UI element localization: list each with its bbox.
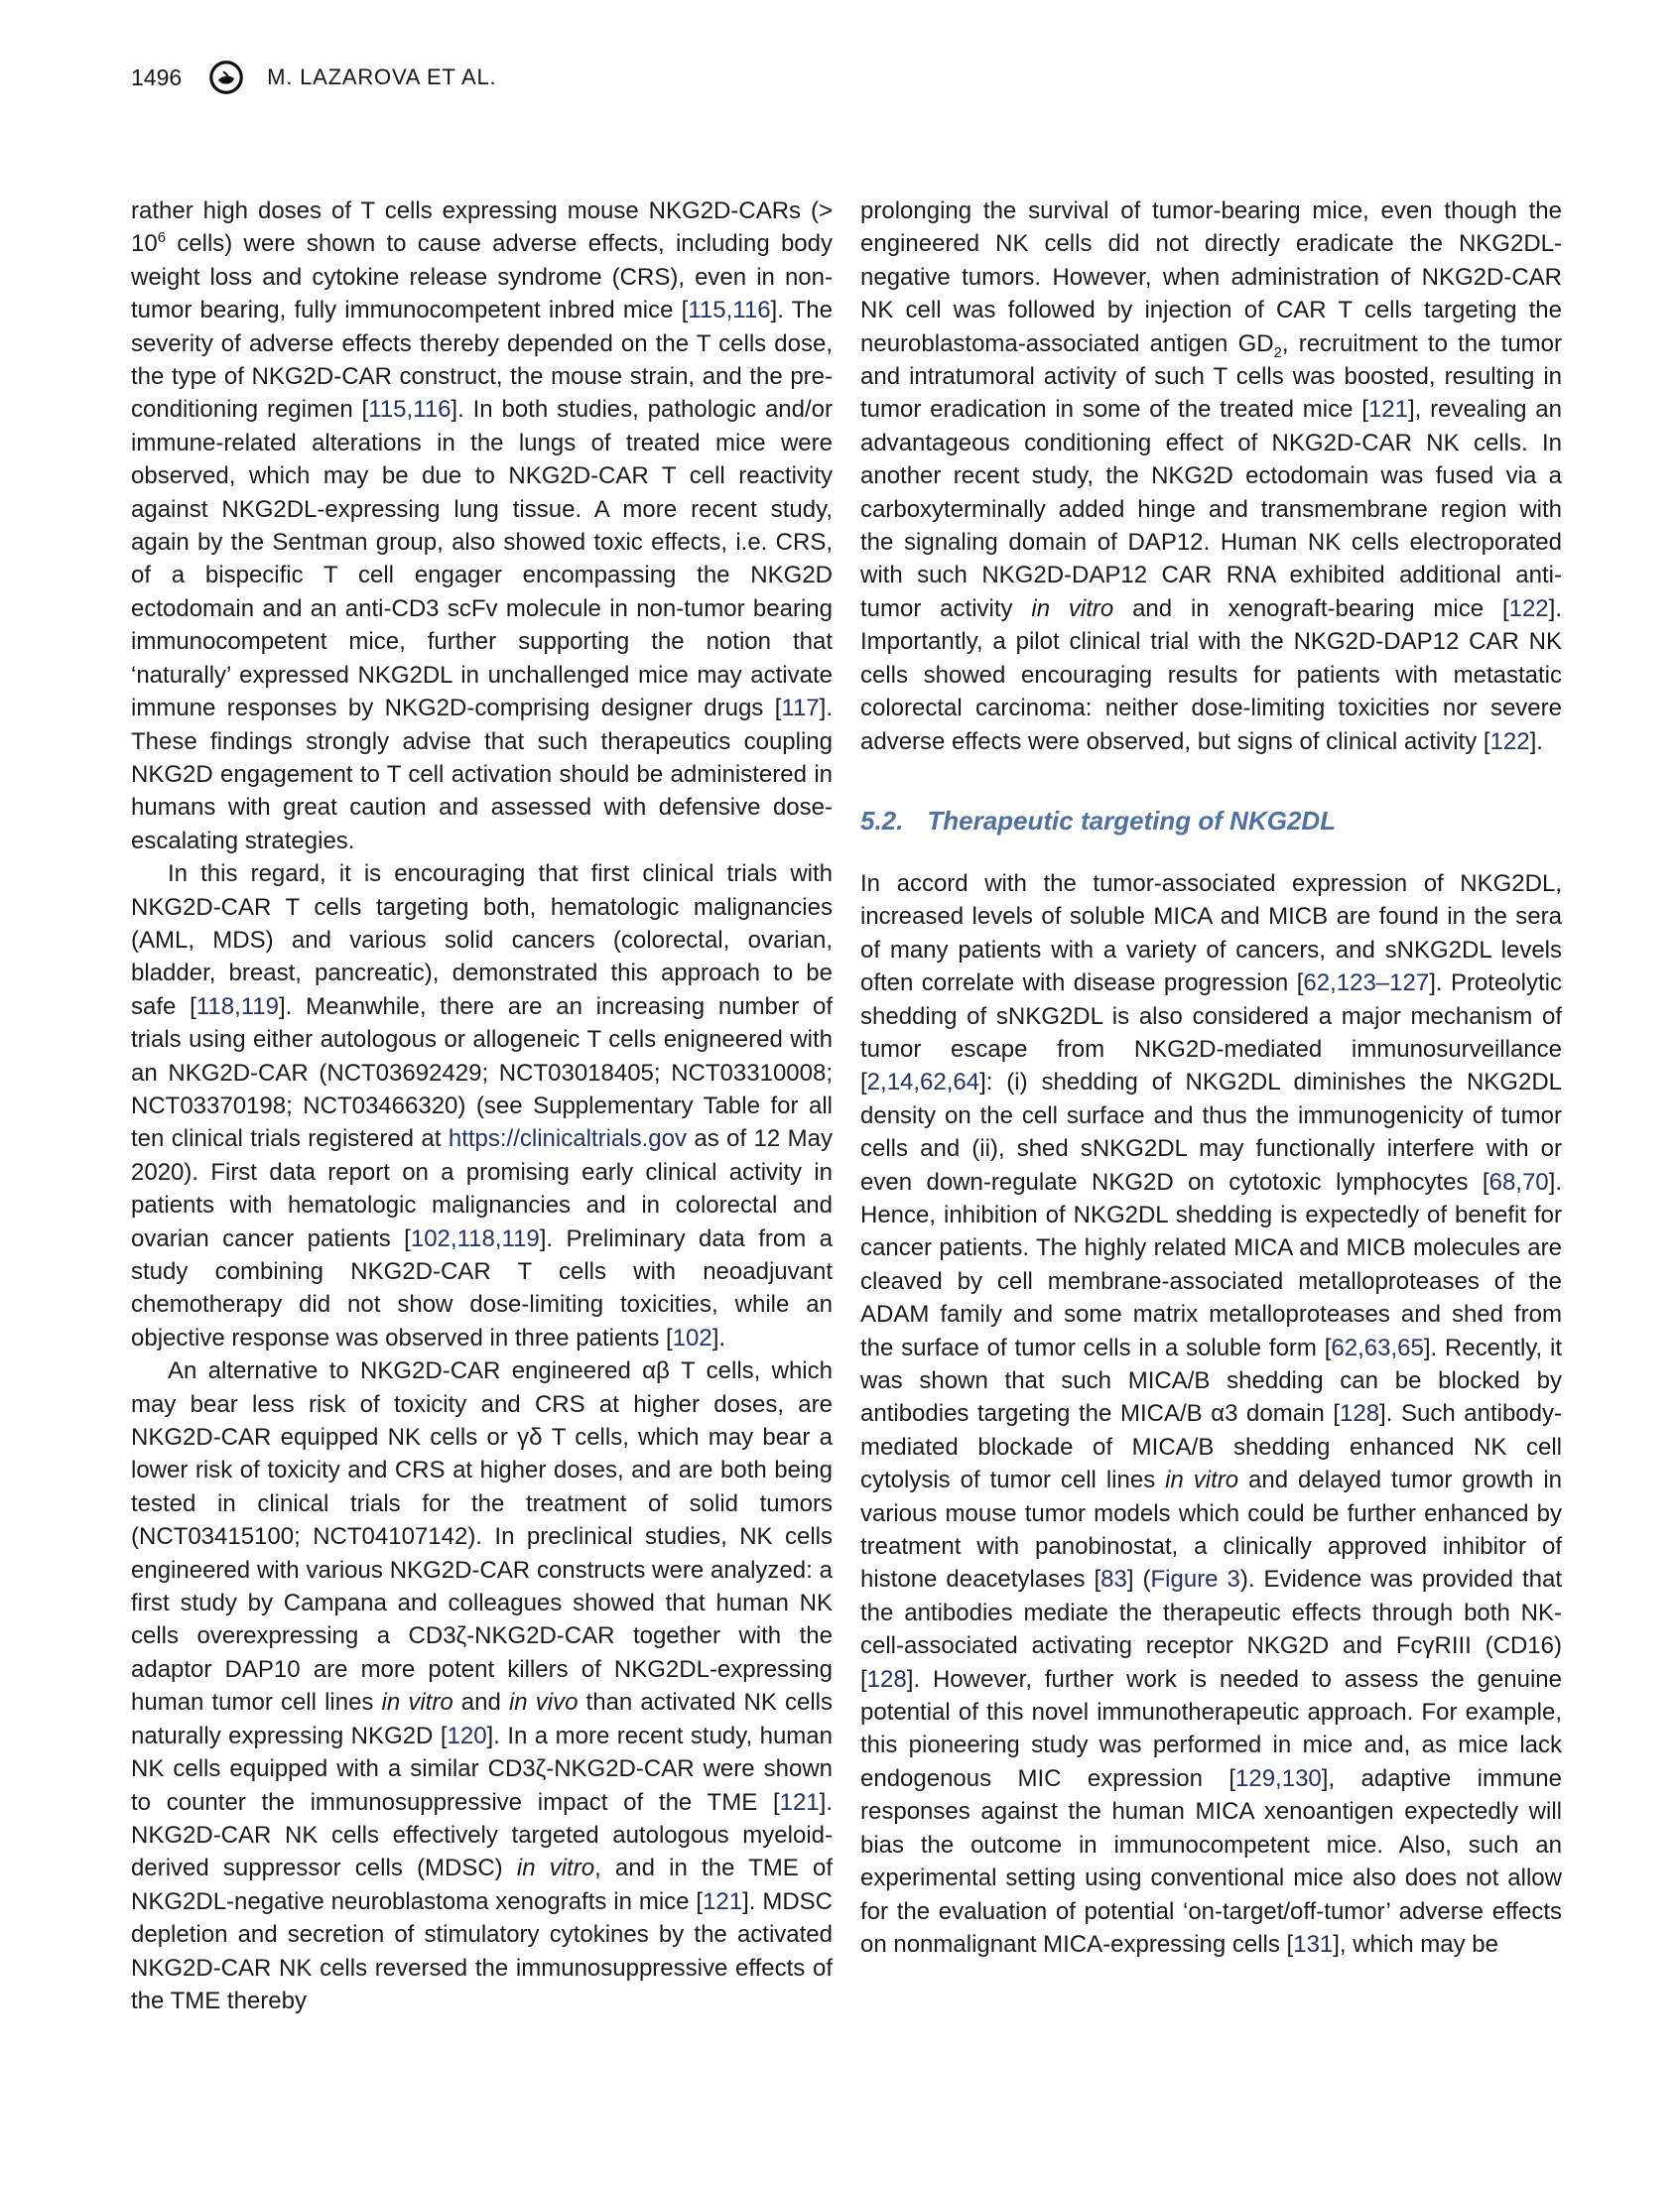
citation-link[interactable]: 102 xyxy=(672,1324,712,1351)
citation-link[interactable]: 128 xyxy=(866,1665,907,1693)
citation-link[interactable]: 128 xyxy=(1340,1400,1380,1428)
citation-link[interactable]: https://clinicaltrials.gov xyxy=(448,1125,687,1153)
citation-link[interactable]: 2,14,62,64 xyxy=(866,1069,980,1096)
paragraph: In accord with the tumor-associated expression of NKG2DL, increased levels of soluble MICA and MICB are found in the sera of many patients with a variety of cancers, and sNKG2DL levels often correlate with disease progression [62,123–127]. Proteolytic shedding of sNKG2DL is also considered a major mechanism of tumor escape from NKG2D-mediated immunosurveillance [2,14,62,64]: (i) shedding of NKG2DL diminishes the NKG2DL density on the cell surface and thus the immunogenicity of tumor cells and (ii), shed sNKG2DL may functionally interfere with or even down-regulate NKG2D on cytotoxic lymphocytes [68,70]. Hence, inhibition of NKG2DL shedding is expectedly of benefit for cancer patients. The highly related MICA and MICB molecules are cleaved by cell membrane-associated metalloproteases of the ADAM family and some matrix metalloproteases and shed from the surface of tumor cells in a soluble form [62,63,65]. Recently, it was shown that such MICA/B shedding can be blocked by antibodies targeting the MICA/B α3 domain [128]. Such antibody-mediated blockade of MICA/B shedding enhanced NK cell cytolysis of tumor cell lines in vitro and delayed tumor growth in various mouse tumor models which could be further enhanced by treatment with panobinostat, a clinically approved inhibitor of histone deacetylases [83] (Figure 3). Evidence was provided that the antibodies mediate the therapeutic effects through both NK-cell-associated activating receptor NKG2D and FcγRIII (CD16) [128]. However, further work is needed to assess the genuine potential of this novel immunotherapeutic approach. For example, this pioneering study was performed in mice and, as mice lack endogenous MIC expression [129,130], adaptive immune responses against the human MICA xenoantigen expectedly will bias the outcome in immunocompetent mice. Also, such an experimental setting using conventional mice also does not allow for the evaluation of potential ‘on-target/off-tumor’ adverse effects on nonmalignant MICA-expressing cells [131], which may be xyxy=(860,869,1563,1958)
italic-text: in vivo xyxy=(508,1689,579,1717)
italic-text: in vitro xyxy=(516,1855,595,1882)
page-number: 1496 xyxy=(131,64,183,90)
right-column-bottom xyxy=(860,867,1562,1961)
citation-link[interactable]: 115,116 xyxy=(688,297,771,324)
subscript: 2 xyxy=(1273,344,1282,361)
italic-text: in vitro xyxy=(1031,594,1114,622)
citation-link[interactable]: 62,123–127 xyxy=(1303,969,1430,997)
paragraph: prolonging the survival of tumor-bearing mice, even though the engineered NK cells did not directly eradicate the NKG2DL-negative tumors. However, when administration of NKG2D-CAR NK cell was followed by injection of CAR T cells targeting the neuroblastoma-associated antigen $GD_2$, recruitment to the tumor and intratumoral activity of such T cells was boosted, resulting in tumor eradication in some of the treated mice [121], revealing an advantageous conditioning effect of NKG2D-CAR NK cells. In another recent study, the NKG2D ectodomain was fused via a carboxyterminally added hinge and transmembrane region with the signaling domain of DAP12. Human NK cells electroporated with such NKG2D-DAP12 CAR RNA exhibited additional anti-tumor activity in vitro and in xenograft-bearing mice [122]. Importantly, a pilot clinical trial with the NKG2D-DAP12 CAR NK cells showed encouraging results for patients with metastatic colorectal carcinoma: neither dose-limiting toxicities nor severe adverse effects were observed, but signs of clinical activity [122]. xyxy=(860,197,1563,755)
section-title: Therapeutic targeting of NKG2DL xyxy=(927,805,1337,836)
citation-link[interactable]: 68,70 xyxy=(1488,1168,1549,1196)
citation-link[interactable]: 62,63,65 xyxy=(1331,1334,1424,1361)
citation-link[interactable]: 122 xyxy=(1489,727,1530,755)
citation-link[interactable]: 121 xyxy=(1367,396,1408,424)
italic-text: in vitro xyxy=(1165,1467,1239,1494)
paragraph: In this regard, it is encouraging that first clinical trials with NKG2D-CAR T cells targeting both, hematologic malignancies (AML, MDS) and various solid cancers (colorectal, ovarian, bladder, breast, pancreatic), demonstrated this approach to be safe [118,119]. Meanwhile, there are an increasing number of trials using either autologous or allogeneic T cells enigneered with an NKG2D-CAR (NCT03692429; NCT03018405; NCT03310008; NCT03370198; NCT03466320) (see Supplementary Table for all ten clinical trials registered at https://clinicaltrials.gov as of 12 May 2020). First data report on a promising early clinical activity in patients with hematologic malignancies and in colorectal and ovarian cancer patients [102,118,119]. Preliminary data from a study combining NKG2D-CAR T cells with neoadjuvant chemotherapy did not show dose-limiting toxicities, while an objective response was observed in three patients [102]. xyxy=(131,860,834,1351)
citation-link[interactable]: 121 xyxy=(703,1887,743,1915)
citation-link[interactable]: Figure 3 xyxy=(1150,1566,1240,1594)
citation-link[interactable]: 118,119 xyxy=(195,992,280,1020)
section-number: 5.2. xyxy=(860,805,904,836)
publisher-logo-icon xyxy=(207,59,245,96)
citation-link[interactable]: 83 xyxy=(1100,1566,1127,1594)
paragraph: rather high doses of T cells expressing mouse NKG2D-CARs (> $10^6$ cells) were shown to cause adverse effects, including body weight loss and cytokine release syndrome (CRS), even in non-tumor bearing, fully immunocompetent inbred mice [115,116]. The severity of adverse effects thereby depended on the T cells dose, the type of NKG2D-CAR construct, the mouse strain, and the pre-conditioning regimen [115,116]. In both studies, pathologic and/or immune-related alterations in the lungs of treated mice were observed, which may be due to NKG2D-CAR T cell reactivity against NKG2DL-expressing lung tissue. A more recent study, again by the Sentman group, also showed toxic effects, i.e. CRS, of a bispecific T cell engager encompassing the NKG2D ectodomain and an anti-CD3 scFv molecule in non-tumor bearing immunocompetent mice, further supporting the notion that ‘naturally’ expressed NKG2DL in unchallenged mice may activate immune responses by NKG2D-comprising designer drugs [117]. These findings strongly advise that such therapeutics coupling NKG2D engagement to T cell activation should be administered in humans with great caution and assessed with defensive dose-escalating strategies. xyxy=(131,197,833,854)
article-page xyxy=(131,0,1562,2017)
paragraph: An alternative to NKG2D-CAR engineered αβ T cells, which may bear less risk of toxicity and CRS at higher doses, are NKG2D-CAR equipped NK cells or γδ T cells, which may bear a lower risk of toxicity and CRS at higher doses, and are both being tested in clinical trials for the treatment of solid tumors (NCT03415100; NCT04107142). In preclinical studies, NK cells engineered with various NKG2D-CAR constructs were analyzed: a first study by Campana and colleagues showed that human NK cells overexpressing a CD3ζ-NKG2D-CAR together with the adaptor DAP10 are more potent killers of NKG2DL-expressing human tumor cell lines in vitro and in vivo than activated NK cells naturally expressing NKG2D [120]. In a more recent study, human NK cells equipped with a similar CD3ζ-NKG2D-CAR were shown to counter the immunosuppressive impact of the TME [121]. NKG2D-CAR NK cells effectively targeted autologous myeloid-derived suppressor cells (MDSC) in vitro, and in the TME of NKG2DL-negative neuroblastoma xenografts in mice [121]. MDSC depletion and secretion of stimulatory cytokines by the activated NKG2D-CAR NK cells reversed the immunosuppressive effects of the TME thereby xyxy=(131,1357,834,2014)
right-column-top xyxy=(860,194,1562,758)
citation-link[interactable]: 115,116 xyxy=(368,396,452,424)
italic-text: in vitro xyxy=(381,1689,453,1717)
citation-link[interactable]: 117 xyxy=(781,695,820,722)
citation-link[interactable]: 120 xyxy=(447,1722,487,1749)
two-column-body xyxy=(131,194,1562,2017)
section-heading xyxy=(860,804,1562,837)
citation-link[interactable]: 121 xyxy=(779,1788,820,1816)
citation-link[interactable]: 102,118,119 xyxy=(410,1224,540,1252)
superscript: 6 xyxy=(157,230,166,247)
left-column xyxy=(131,194,833,2017)
citation-link[interactable]: 122 xyxy=(1508,594,1549,622)
citation-link[interactable]: 129,130 xyxy=(1235,1764,1322,1792)
running-head-authors: M. LAZAROVA ET AL. xyxy=(267,64,497,89)
right-column xyxy=(860,194,1562,2017)
citation-link[interactable]: 131 xyxy=(1293,1930,1334,1958)
page-header xyxy=(131,58,1562,97)
